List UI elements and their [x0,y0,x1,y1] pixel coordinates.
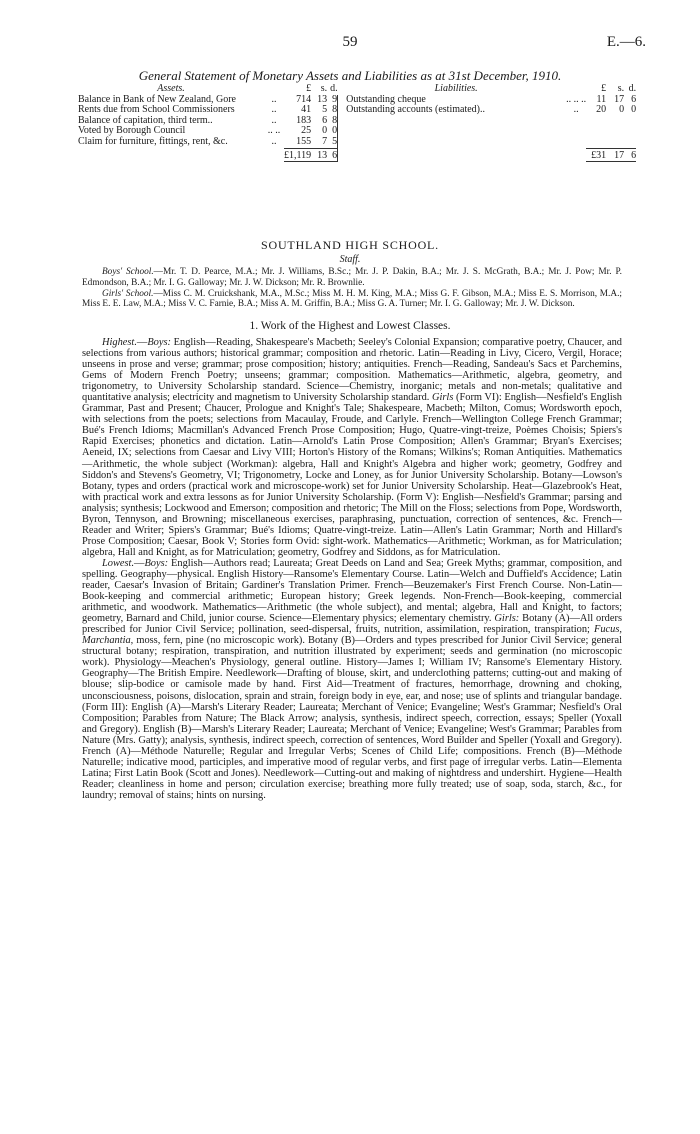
liabilities-pounds-heading: £ [601,83,607,94]
statement-row: Voted by Borough Council .. .. 25 0 0 [78,126,636,137]
liabilities-total-pence: 6 [624,148,636,162]
document-code: E.—6. [606,34,646,50]
boys-staff-names: —Mr. T. D. Pearce, M.A.; Mr. J. Williams, B.Sc.; Mr. J. P. Dakin, B.A.; Mr. J. S. McGrath, B.A.; Mr. J. Pow; Mr. P. Edmondson, B.A.; Mr. I. G. Galloway; Mr. J. W. Dickson; Mr. R. Brownlie. [82,267,622,288]
highest-boys-text: English—Reading, Shakespeare's Macbeth; Seeley's Colonial Expansion; comparative poetry, Chaucer, and selections from various authors; historical grammar; composition and rhetoric. Latin—Reading in Livy, Cicero, Vergil, Horace; unseens in prose and verse; grammar; prose composition; history; antiquities. French—Reading, Sandeau's Sacs et Parchemins, Gems of Modern French Poetry; unseens; grammar; composition. Mathematics—Arithmetic, algebra, geometry, and trigonometry, to University Scholarship standard. Science—Chemistry, inorganic; metals and non-metals; qualitative and quantitative analysis; electricity and magnetism to University Scholarship standard. [82,337,622,404]
boys-school-label: Boys' School. [102,267,154,277]
statement-row: Balance in Bank of New Zealand, Gore .. 714 13 9 Outstanding cheque .. .. .. 11 17 6 [78,93,637,105]
assets-pence-heading: d. [330,83,338,94]
highest-classes-paragraph: Highest.—Boys: English—Reading, Shakespeare's Macbeth; Seeley's Colonial Expansion; comparative poetry, Chaucer, and selections from various authors; historical grammar; composition and rhetoric. Latin—Reading in Livy, Cicero, Vergil, Horace; unseens in prose and verse; grammar; prose composition; history; antiquities. French—Reading, Sandeau's Sacs et Parchemins, Gems of Modern French Poetry; unseens; grammar; composition. Mathematics—Arithmetic, algebra, geometry, and trigonometry, to University Scholarship standard. Science—Chemistry, inorganic; metals and non-metals; qualitative and quantitative analysis; electricity and magnetism to University Scholarship standard. Girls (Form VI): English—Nesfield's English Grammar, Past and Present; Chaucer, Prologue and Knight's Tale; Shakespeare, Macbeth; Milton, Comus; Wordsworth epoch, with selections from the poets; selections from Macaulay, Froude, and Carlyle. French—Wellington College French Grammar; Bué's French Idioms; Macmillan's Advanced French Prose Composition; Hugo, Quatre-vingt-treize, Poèmes Choisis; Spiers's Rapid Exercises; phonetics and dictation. Latin—Arnold's Latin Prose Composition; Allen's Grammar; Bryan's Exercises; Aeneid, IX; selections from Caesar and Livy VIII; Horton's History of the Romans; Wilkins's; Roman Antiquities. Mathematics—Arithmetic, the whole subject (Workman): algebra, Hall and Knight's Algebra and higher work; geometry, Godfrey and Siddon's and Stevens's Geometry, VI; Trigonometry, Locke and Loney, as for Junior University Scholarship. Botany—Lowson's Botany, types and orders (practical work and microscope-work) set for Junior University Scholarship. Heat—Glazebrook's Heat, with practical work and extra lessons as for Junior University Scholarship. (Form V): English—Nesfield's Grammar; parsing and analysis; synthesis; Lockwood and Emerson; composition and rhetoric; The Mill on the Floss; selections from Pope, Wordsworth, Byron, Tennyson, and Browning; miscellaneous exercises, paraphrasing, punctuation, correction of sentences, &c. French—Reader and Writer; Spiers's Grammar; Bué's Idioms; Quatre-vingt-treize. Latin—Allen's Latin Grammar; North and Hillard's Prose Composition; Caesar, Book V; Stories form Ovid: sight-work. Mathematics—Arithmetic; Workman, as for Matriculation; algebra, Hall and Knight, as for Matriculation; geometry, Godfrey and Siddons, as for Matriculation. [82,337,622,558]
lowest-girls-label: Girls: [494,613,520,625]
highest-girls-label: Girls [432,392,454,404]
school-title: SOUTHLAND HIGH SCHOOL. [261,238,439,252]
assets-shillings-heading: s. [320,83,328,94]
assets-total-pence: 6 [327,148,338,162]
assets-heading: Assets. [157,83,185,94]
assets-pounds-heading: £ [306,83,312,94]
lowest-girls-text-1: Botany (A)—All orders prescribed for Junior Civil Service; pollination, seed-dispersal, fruits, nutrition, assimilation, respiration, transpiration; [82,613,622,636]
lowest-girls-italic: Fucus, Marchantia, [82,624,622,647]
girls-staff-paragraph [82,289,622,311]
liabilities-total-pounds: £31 [586,148,606,162]
girls-school-label: Girls' School. [102,288,154,299]
girls-staff-names: —Miss C. M. Cruickshank, M.A., M.Sc.; Miss M. H. M. King, M.A.; Miss G. F. Gibson, M.A.; Miss E. S. Morrison, M.A.; Miss E. E. Law, M.A.; Miss V. C. Farnie, B.A.; Miss A. M. Griffin, B.A.; Miss G. A. Turner; Mr. I. G. Galloway; Mr. J. W. Dickson. [82,288,622,310]
statement-total-row [78,148,636,162]
boys-staff-paragraph [82,267,622,289]
highest-label: Highest. [102,337,137,348]
assets-total-shillings: 13 [311,148,327,162]
lowest-label: Lowest. [102,557,135,569]
section-heading: 1. Work of the Highest and Lowest Classes. [249,320,451,332]
class-work-text [82,337,622,801]
statement-header-row [78,84,636,95]
liabilities-total-shillings: 17 [606,148,624,162]
staff-heading: Staff. [339,254,361,265]
highest-boys-label: Boys: [147,337,171,348]
statement-row: Claim for furniture, fittings, rent, &c. .. 155 7 5 [78,137,636,148]
lowest-boys-text: English—Authors read; Laureata; Great Deeds on Land and Sea; Greek Myths; grammar, composition, and spelling. Geography—physical. English History—Ransome's Elementary Course. Latin—Welch and Duffield's Accidence; Latin reader, Caesar's Invasion of Britain; Gardiner's Translation Primer. French—Beuzemaker's First French Course. Non-Latin—Book-keeping and commercial arithmetic; European history; Greek legends. Non-French—Book-keeping, commercial arithmetic, and woodwork. Mathematics—Arithmetic (the whole subject), and mental; algebra, Hall and Knight, to factors; geometry, Barnard and Child, junior course. Science—Elementary physics; elementary chemistry. [82,557,622,625]
liabilities-shillings-heading: s. [617,83,625,94]
lowest-classes-paragraph: Lowest.—Boys: English—Authors read; Laureata; Great Deeds on Land and Sea; Greek Myths; grammar, composition, and spelling. Geography—physical. English History—Ransome's Elementary Course. Latin—Welch and Duffield's Accidence; Latin reader, Caesar's Invasion of Britain; Gardiner's Translation Primer. French—Beuzemaker's First French Course. Non-Latin—Book-keeping and commercial arithmetic; European history; Greek legends. Non-French—Book-keeping, commercial arithmetic, and woodwork. Mathematics—Arithmetic (the whole subject), and mental; algebra, Hall and Knight, to factors; geometry, Barnard and Child, junior course. Science—Elementary physics; elementary chemistry. Girls: Botany (A)—All orders prescribed for Junior Civil Service; pollination, seed-dispersal, fruits, nutrition, assimilation, respiration, transpiration; Fucus, Marchantia, moss, fern, pine (no microscopic work). Botany (B)—Orders and types prescribed for Junior Civil Service; general structural botany; respiration, transpiration, and nutrition illustrated by experiment; seeds and germination (no microscopic work). Physiology—Meachen's Physiology, general outline. History—James I; William IV; Ransome's Elementary History. Geography—The British Empire. Needlework—Drafting of blouse, skirt, and underclothing patterns; cutting-out and making of blouse; slip-bodice or camisole made by hand. First Aid—Treatment of fractures, hemorrhage, drowning and choking, unconsciousness, poisons, dislocation, sprain and strain, foreign body in eye, ear, and nose; use of splints and triangular bandage. (Form III): English (A)—Marsh's Literary Reader; Laureata; Merchant of Venice; Evangeline; West's Grammar; Nesfield's Oral Composition; Parables from Nature; The Black Arrow; analysis, synthesis, indirect speech, correction, essays; Speller (Yoxall and Gregory). English (B)—Marsh's Literary Reader; Laureata; Merchant of Venice; Evangeline; West's Grammar; Parables from Nature (Mrs. Gatty); analysis, synthesis, indirect speech, correction of sentences, Word Builder and Speller (Yoxall and Gregory). French (A)—Méthode Naturelle; Regular and Irregular Verbs; Scenes of Child Life; compositions. French (B)—Méthode Naturelle; indicative mood, participles, and imperative mood of regular verbs, and first page of irregular verbs. Latin—Elementa Latina; First Latin Book (Scott and Jones). Needlework—Cutting-out and making of nightdress and undershirt. Hygiene—Health Reader; cleanliness in home and person; circulation exercise; breathing more fully treated; use of soap, soda, starch, &c., for laundry; removal of stains; hints on nursing. [82,557,622,801]
lowest-boys-label: Boys: [144,557,169,569]
financial-statement-table [78,84,636,162]
page-number: 59 [342,34,358,50]
staff-list [82,267,622,310]
highest-girls-text: (Form VI): English—Nesfield's English Grammar, Past and Present; Chaucer, Prologue and Knight's Tale; Shakespeare, Macbeth; Milton, Comus; Wordsworth epoch, with selections from the poets; selections from Macaulay, Froude, and Carlyle. French—Wellington College French Grammar; Bué's French Idioms; Macmillan's Advanced French Prose Composition; Hugo, Quatre-vingt-treize, Poèmes Choisis; Spiers's Rapid Exercises; phonetics and dictation. Latin—Arnold's Latin Prose Composition; Allen's Grammar; Bryan's Exercises; Aeneid, IX; selections from Caesar and Livy VIII; Horton's History of the Romans; Wilkins's; Roman Antiquities. Mathematics—Arithmetic, the whole subject (Workman): algebra, Hall and Knight's Algebra and higher work; geometry, Godfrey and Siddon's and Stevens's Geometry, VI; Trigonometry, Locke and Loney, as for Junior University Scholarship. Botany—Lowson's Botany, types and orders (practical work and microscope-work) set for Junior University Scholarship. Heat—Glazebrook's Heat, with practical work and extra lessons as for Junior University Scholarship. (Form V): English—Nesfield's Grammar; parsing and analysis; synthesis; Lockwood and Emerson; composition and rhetoric; The Mill on the Floss; selections from Pope, Wordsworth, Byron, Tennyson, and Browning; miscellaneous exercises, paraphrasing, punctuation, correction of sentences, &c. French—Reader and Writer; Spiers's Grammar; Bué's Idioms; Quatre-vingt-treize. Latin—Allen's Latin Grammar; North and Hillard's Prose Composition; Caesar, Book V; Stories form Ovid: sight-work. Mathematics—Arithmetic; Workman, as for Matriculation; algebra, Hall and Knight, as for Matriculation; geometry, Godfrey and Siddons, as for Matriculation. [82,392,622,558]
assets-total-pounds: £1,119 [284,149,312,161]
liabilities-heading: Liabilities. [434,83,478,94]
statement-row: Rents due from School Commissioners .. 41 5 8 Outstanding accounts (estimated).. .. 20 0 0 [78,104,637,116]
lowest-girls-text-2: moss, fern, pine (no microscopic work). Botany (B)—Orders and types prescribed for Junior Civil Service; general structural botany; respiration, transpiration, and nutrition illustrated by experiment; seeds and germination (no microscopic work). Physiology—Meachen's Physiology, general outline. History—James I; William IV; Ransome's Elementary History. Geography—The British Empire. Needlework—Drafting of blouse, skirt, and underclothing patterns; cutting-out and making of blouse; slip-bodice or camisole made by hand. First Aid—Treatment of fractures, hemorrhage, drowning and choking, unconsciousness, poisons, dislocation, sprain and strain, foreign body in eye, ear, and nose; use of splints and triangular bandage. (Form III): English (A)—Marsh's Literary Reader; Laureata; Merchant of Venice; Evangeline; West's Grammar; Nesfield's Oral Composition; Parables from Nature; The Black Arrow; analysis, synthesis, indirect speech, correction, essays; Speller (Yoxall and Gregory). English (B)—Marsh's Literary Reader; Laureata; Merchant of Venice; Evangeline; West's Grammar; Parables from Nature (Mrs. Gatty); analysis, synthesis, indirect speech, correction of sentences, Word Builder and Speller (Yoxall and Gregory). French (A)—Méthode Naturelle; Regular and Irregular Verbs; Scenes of Child Life; compositions. French (B)—Méthode Naturelle; indicative mood, participles, and imperative mood of regular verbs, and first page of irregular verbs. Latin—Elementa Latina; First Latin Book (Scott and Jones). Needlework—Cutting-out and making of nightdress and undershirt. Hygiene—Health Reader; cleanliness in home and person; circulation exercise; breathing more fully treated; use of soap, soda, starch, &c., for laundry; removal of stains; hints on nursing. [82,635,622,801]
liabilities-pence-heading: d. [628,83,637,94]
statement-title: General Statement of Monetary Assets and Liabilities as at 31st December, 1910. [138,68,562,83]
statement-row: Balance of capitation, third term.. .. 183 6 8 [78,116,636,127]
